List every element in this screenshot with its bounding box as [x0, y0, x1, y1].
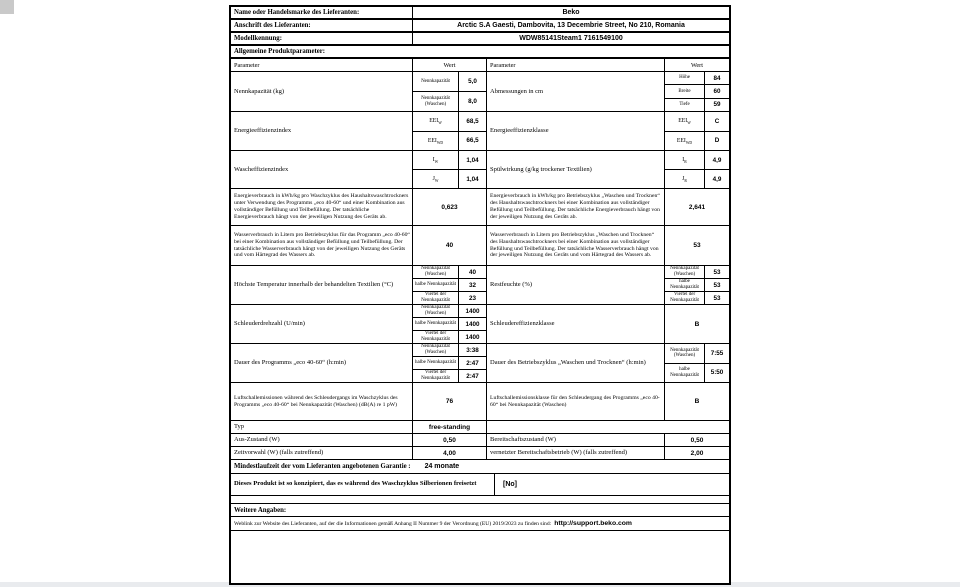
subrow [413, 169, 486, 188]
subvalue: 1400 [465, 320, 480, 328]
noise-class-value: B [694, 398, 700, 405]
sublabel: Viertel der Nennkapazität [413, 292, 459, 304]
subvalue: 40 [468, 268, 476, 276]
water-washdry-label: Wasserverbrauch in Litern pro Betriebszyklus „Waschen und Trocknen“ des Haushaltswaschtrockners bei einer Kombination aus vollständiger Befüllung und Teilbefüllung. Der tatsächliche Wasserverbrauch hängt von der jeweiligen Nutzung des Geräts und vom Härtegrad des Wassers ab. [487, 226, 665, 265]
subrow [665, 291, 729, 304]
subvalue: 4,9 [712, 175, 722, 183]
capacity-values [413, 72, 487, 111]
sublabel: $I_R$ [665, 151, 705, 169]
noise-class-label: Luftschallemissionsklasse für den Schleudergang des Programms „eco 40-60“ bei Nennkapazität (Waschen) [487, 383, 665, 420]
subvalue: 1400 [465, 333, 480, 341]
header-wert-left: Wert [413, 59, 487, 71]
row-temperature-moisture [231, 266, 729, 305]
weblink-label: Weblink zur Website des Lieferanten, auf der die Informationen gemäß Anhang II Nummer 9 der Verordnung (EU) 2019/2023 zu finden sind: [234, 520, 552, 527]
noise-value: 76 [445, 398, 454, 405]
row-type [231, 421, 729, 434]
energy-wash-label: Energieverbrauch in kWh/kg pro Waschzyklus des Haushaltswaschtrockners unter Verwendung des Programms „eco 40-60“ und einer Kombination aus vollständiger Befüllung und Teilbefüllung. Der tatsächliche Energieverbrauch hängt von der jeweiligen Nutzung des Geräts ab. [231, 189, 413, 225]
row-energy-efficiency [231, 112, 729, 151]
subvalue: 2:47 [466, 372, 479, 380]
delay-start-label: Zeitvorwahl (W) (falls zutreffend) [231, 447, 413, 459]
header-parameter-left: Parameter [231, 59, 413, 71]
capacity-label: Nennkapazität (kg) [231, 72, 413, 111]
subvalue: 5,0 [468, 78, 477, 85]
subvalue: 32 [468, 281, 476, 289]
subvalue: 60 [713, 87, 721, 95]
row-water-consumption [231, 226, 729, 266]
model-id-label: Modellkennung: [231, 33, 413, 44]
subrow [413, 72, 486, 91]
subrow [665, 112, 729, 131]
row-spin [231, 305, 729, 344]
subrow [413, 330, 486, 343]
subvalue: 3:38 [466, 346, 479, 354]
subrow [413, 305, 486, 317]
sublabel: halbe Nennkapazität [665, 279, 705, 291]
temperature-label: Höchste Temperatur innerhalb der behandelten Textilien (°C) [231, 266, 413, 304]
water-wash-value-cell [413, 226, 487, 265]
sublabel: Nennkapazität (Waschen) [665, 344, 705, 363]
sublabel: $J_R$ [665, 170, 705, 188]
product-datasheet [229, 5, 731, 585]
type-value-cell [413, 421, 487, 433]
row-silver-ions [231, 474, 729, 496]
eei-values [413, 112, 487, 150]
eei-label: Energieeffizienzindex [231, 112, 413, 150]
subrow [665, 98, 729, 111]
sublabel: Nennkapazität [413, 72, 459, 91]
water-wash-label: Wasserverbrauch in Litern pro Betriebszyklus für das Programm „eco 40-60“ bei einer Kombination aus vollständiger Befüllung und Teilbefüllung. Der tatsächliche Wasserverbrauch hängt von der jeweiligen Nutzung des Geräts und vom Härtegrad des Wassers ab. [231, 226, 413, 265]
duration-eco-label: Dauer des Programms „eco 40-60“ (h:min) [231, 344, 413, 382]
subrow [665, 72, 729, 84]
sublabel: Nennkapazität (Waschen) [665, 266, 705, 278]
subvalue: 68,5 [466, 117, 479, 125]
eei-class-values [665, 112, 729, 150]
energy-washdry-label: Energieverbrauch in kWh/kg pro Betriebszyklus „Waschen und Trocknen“ des Haushaltswaschtrockners bei einer Kombination aus vollständiger Befüllung und Teilbefüllung. Der tatsächliche Energieverbrauch hängt von der jeweiligen Nutzung des Geräts ab. [487, 189, 665, 225]
row-energy-consumption [231, 189, 729, 226]
networked-standby-label: vernetzter Bereitschaftsbetrieb (W) (falls zutreffend) [487, 447, 665, 459]
type-label: Typ [231, 421, 413, 433]
sublabel: halbe Nennkapazität [665, 364, 705, 383]
standby-value-cell [665, 434, 729, 446]
silver-ions-value: [No] [503, 481, 517, 488]
sublabel: Nennkapazität (Waschen) [413, 92, 459, 111]
spin-speed-label: Schleuderdrehzahl (U/min) [231, 305, 413, 343]
standby-label: Bereitschaftszustand (W) [487, 434, 665, 446]
subvalue: 59 [713, 101, 721, 109]
sublabel: Tiefe [665, 99, 705, 111]
subvalue: 53 [713, 294, 721, 302]
subrow [413, 356, 486, 369]
subrow [413, 369, 486, 382]
sublabel: Nennkapazität (Waschen) [413, 266, 459, 278]
duration-washdry-label: Dauer des Betriebszyklus „Waschen und Trocknen“ (h:min) [487, 344, 665, 382]
header-wert-right: Wert [690, 61, 704, 69]
header-parameter-right: Parameter [487, 59, 665, 71]
energy-washdry-value: 2,641 [688, 203, 706, 211]
subrow [413, 112, 486, 131]
subvalue: 7:55 [710, 349, 724, 357]
dimensions-values [665, 72, 729, 111]
weblink-url[interactable]: http://support.beko.com [554, 520, 632, 527]
row-weblink [231, 517, 729, 531]
delay-start-value: 4,00 [443, 449, 456, 457]
subrow [413, 278, 486, 291]
warranty-label: Mindestlaufzeit der vom Lieferanten angebotenen Garantie : [234, 463, 411, 470]
subrow [665, 344, 729, 363]
subvalue: 8,0 [468, 98, 477, 105]
dimensions-label: Abmessungen in cm [487, 72, 665, 111]
sublabel: Breite [665, 85, 705, 97]
sublabel: $I_W$ [413, 151, 459, 169]
row-supplier-address [231, 20, 729, 33]
row-warranty [231, 460, 729, 474]
off-mode-value: 0,50 [443, 436, 456, 444]
subrow [413, 151, 486, 169]
model-id-value: WDW85141Steam1 7161549100 [519, 35, 623, 42]
warranty-value: 24 monate [424, 463, 460, 470]
subvalue: 1400 [465, 307, 480, 315]
subvalue: 53 [713, 268, 721, 276]
water-washdry-value-cell [665, 226, 729, 265]
subvalue: 2:47 [466, 359, 479, 367]
energy-wash-value-cell [413, 189, 487, 225]
sublabel: Nennkapazität (Waschen) [413, 305, 459, 317]
sublabel: $EEI_{WD}$ [665, 132, 705, 151]
off-mode-value-cell [413, 434, 487, 446]
subrow [665, 266, 729, 278]
sublabel: $EEI_{WD}$ [413, 132, 459, 151]
energy-washdry-value-cell [665, 189, 729, 225]
sublabel: $EEI_W$ [413, 112, 459, 131]
duration-eco-values [413, 344, 487, 382]
row-capacity-dimensions [231, 72, 729, 112]
row-delay-start [231, 447, 729, 460]
supplier-address-value: Arctic S.A Gaesti, Dambovita, 13 Decembrie Street, No 210, Romania [457, 22, 685, 29]
rinse-values [665, 151, 729, 188]
sublabel: $J_W$ [413, 170, 459, 188]
subrow [413, 344, 486, 356]
subvalue: 23 [468, 294, 476, 302]
row-general-parameters [231, 46, 729, 59]
subrow [413, 291, 486, 304]
supplier-address-label: Anschrift des Lieferanten: [231, 20, 413, 31]
row-further-info [231, 504, 729, 517]
networked-standby-value: 2,00 [690, 449, 704, 457]
subvalue: 4,9 [712, 156, 722, 164]
eei-class-label: Energieeffizienzklasse [487, 112, 665, 150]
subvalue: 53 [713, 281, 721, 289]
subvalue: D [714, 137, 720, 145]
water-wash-value: 40 [445, 242, 454, 249]
rinse-label: Spülwirkung (g/kg trockener Textilien) [487, 151, 665, 188]
subvalue: 5:50 [710, 369, 724, 377]
networked-standby-value-cell [665, 447, 729, 459]
type-empty-cell [487, 421, 729, 433]
subrow [665, 151, 729, 169]
subrow [413, 91, 486, 111]
sublabel: halbe Nennkapazität [413, 357, 459, 369]
subrow [665, 169, 729, 188]
subrow [413, 131, 486, 151]
spin-class-label: Schleudereffizienzklasse [487, 305, 665, 343]
subvalue: 84 [713, 74, 721, 82]
further-info-label: Weitere Angaben: [234, 506, 287, 514]
row-off-mode [231, 434, 729, 447]
type-value: free-standing [428, 423, 471, 431]
sublabel: Nennkapazität (Waschen) [413, 344, 459, 356]
sublabel: halbe Nennkapazität [413, 279, 459, 291]
row-supplier-name [231, 7, 729, 20]
subvalue: 1,04 [466, 175, 479, 183]
sublabel: halbe Nennkapazität [413, 318, 459, 330]
subrow [665, 131, 729, 151]
sublabel: Viertel der Nennkapazität [665, 292, 705, 304]
subrow [665, 363, 729, 383]
sublabel: Höhe [665, 72, 705, 84]
silver-ions-label: Dieses Produkt ist so konzipiert, das es während des Waschzyklus Silberionen freisetzt [231, 474, 495, 495]
spin-class-value-cell [665, 305, 729, 343]
moisture-label: Restfeuchte (%) [487, 266, 665, 304]
standby-value: 0,50 [690, 436, 704, 444]
supplier-name-label: Name oder Handelsmarke des Lieferanten: [231, 7, 413, 18]
subvalue: 66,5 [466, 137, 479, 145]
off-mode-label: Aus-Zustand (W) [231, 434, 413, 446]
row-noise [231, 383, 729, 421]
corner-artifact [0, 0, 14, 14]
subrow [665, 84, 729, 97]
energy-wash-value: 0,623 [441, 203, 458, 211]
water-washdry-value: 53 [693, 242, 701, 249]
row-column-headers [231, 59, 729, 72]
moisture-values [665, 266, 729, 304]
subrow [665, 278, 729, 291]
noise-label: Luftschallemissionen während des Schleudergangs im Waschzyklus des Programms „eco 40-60“ bei Nennkapazität (Waschen) (dB(A) re 1 pW) [231, 383, 413, 420]
spin-speed-values [413, 305, 487, 343]
sublabel: Viertel der Nennkapazität [413, 370, 459, 382]
subrow [413, 266, 486, 278]
subrow [413, 317, 486, 330]
row-wash-index [231, 151, 729, 189]
noise-class-value-cell [665, 383, 729, 420]
subvalue: 1,04 [466, 156, 479, 164]
supplier-name-value: Beko [562, 9, 580, 16]
spin-class-value: B [694, 320, 700, 328]
row-duration [231, 344, 729, 383]
row-spacer [231, 496, 729, 504]
general-parameters-label: Allgemeine Produktparameter: [234, 48, 326, 55]
duration-washdry-values [665, 344, 729, 382]
subvalue: C [714, 117, 720, 125]
wash-index-values [413, 151, 487, 188]
sublabel: Viertel der Nennkapazität [413, 331, 459, 343]
row-model-id [231, 33, 729, 46]
wash-index-label: Wascheffizienzindex [231, 151, 413, 188]
sublabel: $EEI_W$ [665, 112, 705, 131]
delay-start-value-cell [413, 447, 487, 459]
temperature-values [413, 266, 487, 304]
row-bottom-empty [231, 531, 729, 583]
noise-value-cell [413, 383, 487, 420]
